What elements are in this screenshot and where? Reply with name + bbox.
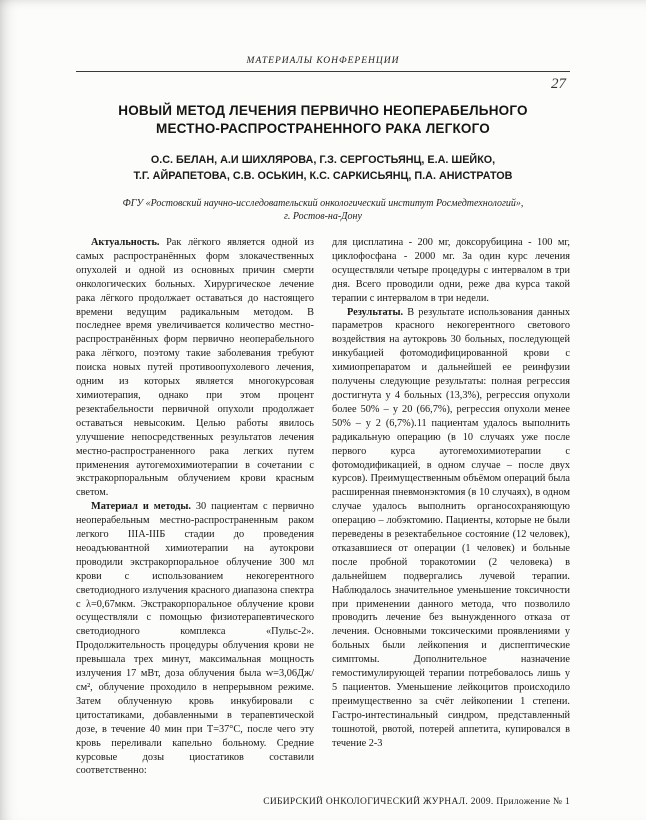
journal-footer: СИБИРСКИЙ ОНКОЛОГИЧЕСКИЙ ЖУРНАЛ. 2009. Приложение № 1 <box>263 797 570 807</box>
paragraph-lead: Результаты. <box>347 306 404 318</box>
paragraph-text: 30 пациентам с первично неоперабельным местно-распространенным раком легкого IIIA-IIIБ стадии до проведения неоадъювантной химиотерапии на аутокрови проводили экстракорпоральное облучение 300 мл крови с использованием некогерентного светодиодного излучения красного диапазона спектра с λ=0,67мкм. Экстракорпоральное облучение крови осуществляли с помощью физиотерапевтического светодиодного комплекса «Пульс-2». Продолжительность процедуры облучения крови не превышала трех минут, максимальная мощность излучения 17 мВт, доза облучения была w=3,06Дж/см², облучение проходило в непрерывном режиме. Затем облученную кровь инкубировали с цитостатиками, добавленными в терапевтической дозе, в течение 40 мин при Т=37°С, после чего эту кровь переливали капельно больному. Средние курсовые дозы циостатиков составили соответственно: <box>76 501 314 777</box>
paragraph-rezultaty <box>332 306 570 751</box>
body-columns <box>76 236 570 781</box>
paragraph-continuation <box>332 236 570 306</box>
right-column <box>332 236 570 781</box>
authors-line2: Т.Г. АЙРАПЕТОВА, С.В. ОСЬКИН, К.С. САРКИСЬЯНЦ, П.А. АНИСТРАТОВ <box>133 169 513 182</box>
paragraph-aktualnost <box>76 236 314 500</box>
article-title-line1: НОВЫЙ МЕТОД ЛЕЧЕНИЯ ПЕРВИЧНО НЕОПЕРАБЕЛЬНОГО <box>118 103 528 118</box>
paragraph-lead: Актуальность. <box>91 237 160 248</box>
running-head-title: МАТЕРИАЛЫ КОНФЕРЕНЦИИ <box>246 56 400 66</box>
paragraph-material-metody <box>76 500 314 778</box>
authors-line1: О.С. БЕЛАН, А.И ШИХЛЯРОВА, Г.З. СЕРГОСТЬЯНЦ, Е.А. ШЕЙКО, <box>150 154 496 166</box>
article-title-line2: МЕСТНО-РАСПРОСТРАНЕННОГО РАКА ЛЕГКОГО <box>156 121 490 136</box>
paragraph-text: для цисплатина - 200 мг, доксорубицина - 100 мг, циклофосфана - 2000 мг. За один курс лечения осуществляли четыре процедуры с интервалом в три дня. Всего проводили одни, реже два курса такой терапии с интервалом в три недели. <box>332 237 570 304</box>
paragraph-text: Рак лёгкого является одной из самых распространённых форм злокачественных опухолей и одной из основных причин смерти онкологических больных. Хирургическое лечение рака лёгкого продолжает оставаться до настоящего времени ведущим радикальным методом. В последнее время увеличивается количество местно-распространённых форм первично неоперабельного рака лёгкого, поэтому такие заболевания требуют поиска новых путей противоопухолевого лечения, одним из которых является многокурсовая химиотерапия, однако при этом процент резектабельности первичной опухоли продолжает оставаться невысоким. Целью работы явилось улучшение непосредственных результатов лечения местно-распространенного рака легких путем применения аутогемохимиотерапии в сочетании с экстракорпоральным облучением крови красным светом. <box>76 237 315 499</box>
page-number: 27 <box>551 76 566 92</box>
affiliation-block <box>76 197 570 223</box>
paragraph-text: В результате использования данных параметров красного некогерентного светового воздействия на аутокровь 30 больных, последующей инкубацией фотомодифицированной крови с химиопрепаратом и дальнейшей ее реинфузии получены следующие результаты: полная регрессия достигнута у 4 больных (13,3%), регрессия опухоли более 50% – у 20 (66,7%), регрессия опухоли менее 50% – у 2 (6,7%).11 пациентам удалось выполнить радикальную операцию (в 10 случаях уже после первого курса аутогемохимиотерапии с фотомодификацией, в одном случае – после двух курсов). Преимущественным объёмом операций была расширенная пневмонэктомия (в 10 случаях), в одном случае удалось выполнить органосохраняющую операцию – лобэктомию. Пациенты, которые не были переведены в резектабельное состояние (12 человек), отказавшиеся от операции (1 человек) и больные после пробной торакотомии (2 человека) в дальнейшем подвергались лучевой терапии. Наблюдалось значительное уменьшение токсичности при применении данного метода, что позволило проводить лечение без вынужденного отказа от лечения. Основными токсическими проявлениями у больных были лейкопения и диспептические симптомы. Дополнительное назначение гемостимулирующей терапии потребовалось лишь у 5 пациентов. Уменьшение лейкоцитов происходило преимущественно за счёт лейкопении 1 степени. Гастро-интестинальный синдром, представленный тошнотой, рвотой, потерей аппетита, купировался в течение 2-3 <box>332 306 570 749</box>
left-column <box>76 236 314 781</box>
authors-block <box>76 153 570 184</box>
running-head <box>76 56 570 72</box>
paragraph-lead: Материал и методы. <box>91 501 191 513</box>
affiliation-line2: г. Ростов-на-Дону <box>284 211 362 222</box>
article-title <box>76 102 570 138</box>
affiliation-line1: ФГУ «Ростовский научно-исследовательский онкологический институт Росмедтехнологий», <box>122 198 524 209</box>
